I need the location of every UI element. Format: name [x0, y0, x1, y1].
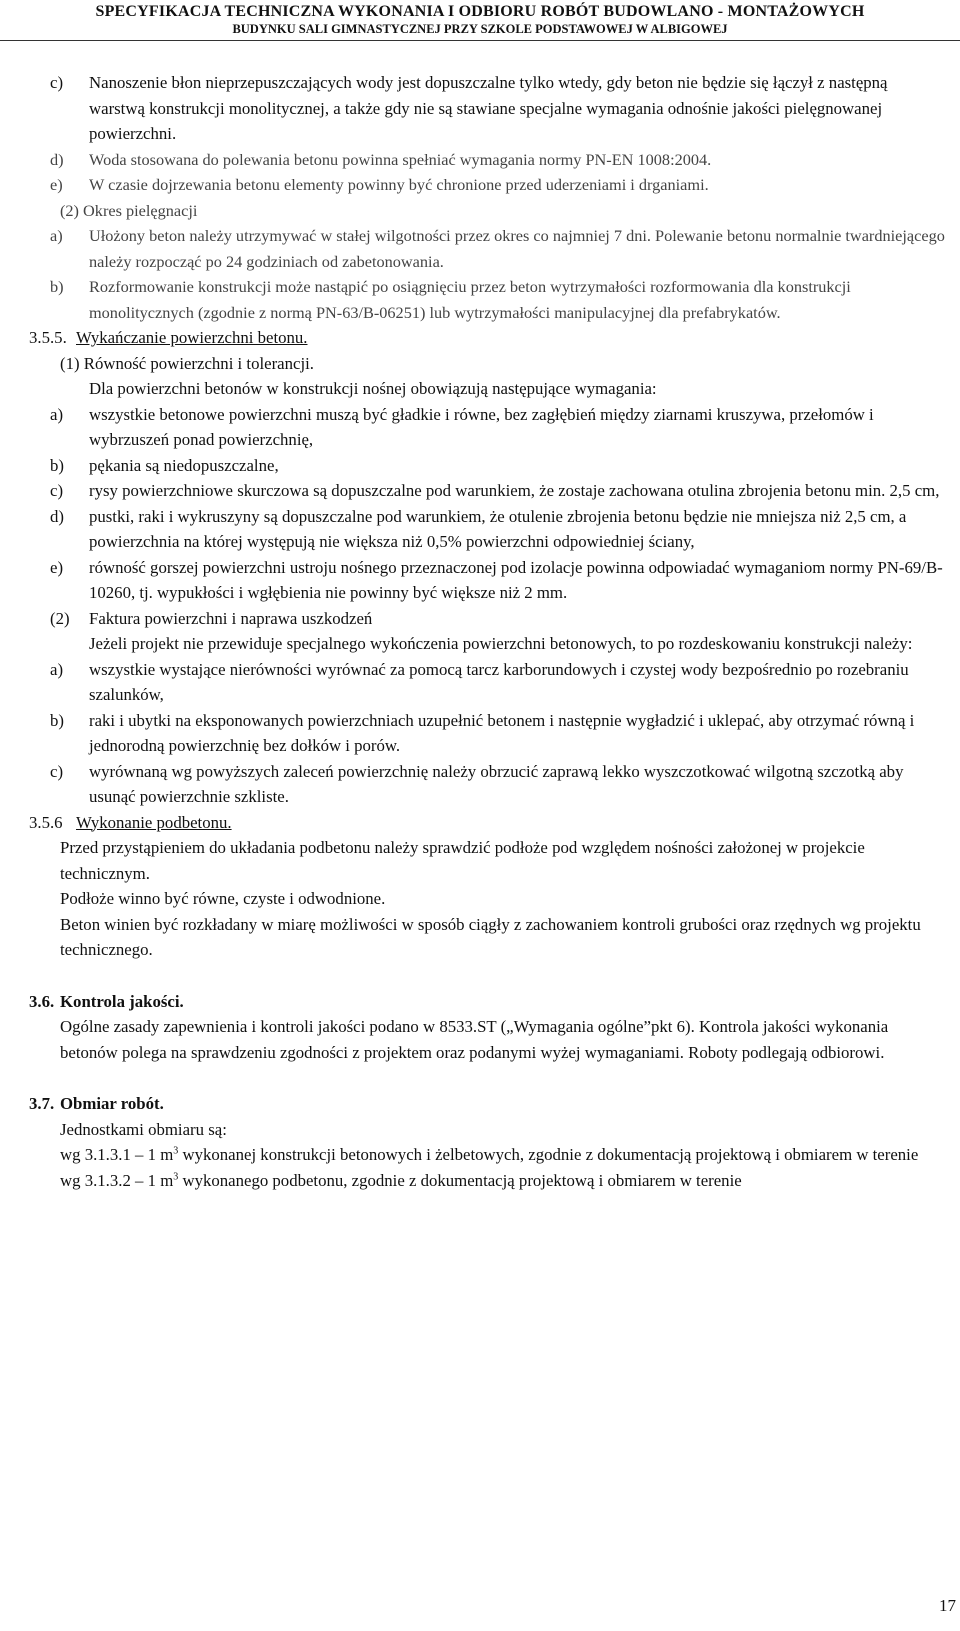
section-number: 3.5.6 — [29, 812, 63, 832]
list-marker: a) — [50, 226, 63, 245]
list-item-c — [29, 759, 947, 810]
subsection-heading-2 — [29, 606, 947, 632]
list-item-e — [29, 172, 947, 198]
list-text: Nanoszenie błon nieprzepuszczających wody jest dopuszczalne tylko wtedy, gdy beton nie będzie się łączył z następną warstwą konstrukcji monolitycznej, a także gdy nie są stawiane specjalne wymagania odnośnie jakości pielęgnowanej powierzchni. — [89, 73, 888, 143]
section-number: 3.6. — [29, 991, 55, 1011]
section-number: 3.7. — [29, 1094, 55, 1113]
paragraph: Podłoże winno być równe, czyste i odwodnione. — [60, 889, 386, 908]
list-text: wszystkie wystające nierówności wyrównać za pomocą tarcz karborundowych i czystej wody bezpośrednio po rozebraniu szalunków, — [89, 659, 909, 704]
list-item-d — [29, 504, 947, 555]
list-marker: b) — [50, 277, 64, 296]
list-item-b — [29, 453, 947, 479]
subsection-heading: (1) Równość powierzchni i tolerancji. — [60, 353, 314, 373]
list-item-b — [29, 274, 947, 325]
list-item-a — [29, 223, 947, 274]
section-heading-37 — [29, 1091, 947, 1117]
measurement-line-2 — [29, 1168, 947, 1194]
list-marker: c) — [50, 761, 64, 781]
list-marker: d) — [50, 506, 64, 526]
list-text: raki i ubytki na eksponowanych powierzchniach uzupełnić betonem i następnie wygładzić i uklepać, aby otrzymać równą i jednorodną powierzchnię bez dołków i porów. — [89, 710, 915, 755]
measurement-text: wykonanego podbetonu, zgodnie z dokumentacją projektową i obmiarem w terenie — [178, 1170, 742, 1190]
list-text: wszystkie betonowe powierzchni muszą być gładkie i równe, bez zagłębień między ziarnami kruszywa, przełomów i wybrzuszeń ponad powierzchnię, — [89, 404, 874, 449]
header-title: SPECYFIKACJA TECHNICZNA WYKONANIA I ODBIORU ROBÓT BUDOWLANO - MONTAŻOWYCH — [95, 3, 865, 20]
measurement-line-1 — [29, 1142, 947, 1168]
list-text: równość gorszej powierzchni ustroju nośnego przeznaczonej pod izolacje powinna odpowiadać wymaganiom normy PN-69/B-10260, tj. wypukłości i wgłębienia nie powinny być większe niż 2 mm. — [89, 557, 943, 602]
measurement-text: wykonanej konstrukcji betonowych i żelbetowych, zgodnie z dokumentacją projektową i obmiarem w terenie — [178, 1145, 919, 1164]
document-body — [29, 70, 947, 1193]
section-title: Wykańczanie powierzchni betonu. — [76, 328, 308, 347]
paragraph: Jednostkami obmiaru są: — [60, 1119, 227, 1139]
list-item-c — [29, 70, 947, 147]
list-item-b — [29, 708, 947, 759]
paragraph: Przed przystąpieniem do układania podbetonu należy sprawdzić podłoże pod względem nośności założonej w projekcie technicznym. — [60, 838, 865, 883]
list-text: W czasie dojrzewania betonu elementy powinny być chronione przed uderzeniami i drganiami. — [89, 175, 709, 194]
list-marker: b) — [50, 710, 64, 730]
list-item-e — [29, 555, 947, 606]
list-marker: d) — [50, 149, 64, 169]
list-text: wyrównaną wg powyższych zaleceń powierzchnię należy obrzucić zaprawą lekko wyszczotkować wilgotną szczotką aby usunąć powierzchnie szkliste. — [89, 761, 904, 806]
header-subtitle: BUDYNKU SALI GIMNASTYCZNEJ PRZY SZKOLE PODSTAWOWEJ W ALBIGOWEJ — [232, 22, 728, 36]
list-text: Ułożony beton należy utrzymywać w stałej wilgotności przez okres co najmniej 7 dni. Polewanie betonu normalnie twardniejącego należy rozpocząć po 24 godziniach od zabetonowania. — [89, 226, 945, 271]
section-number: 3.5.5. — [29, 328, 67, 347]
page-number: 17 — [939, 1596, 956, 1615]
section-heading-356 — [29, 810, 947, 836]
subsection-title: Faktura powierzchni i naprawa uszkodzeń — [89, 608, 373, 628]
section-heading-355 — [29, 325, 947, 351]
list-item-c — [29, 478, 947, 504]
list-marker: c) — [50, 481, 64, 500]
list-item-a — [29, 657, 947, 708]
list-text: Woda stosowana do polewania betonu powinna spełniać wymagania normy PN-EN 1008:2004. — [89, 149, 712, 169]
section-title: Kontrola jakości. — [60, 991, 184, 1011]
list-text: rysy powierzchniowe skurczowa są dopuszczalne pod warunkiem, że zostaje zachowana otulina zbrojenia betonu min. 2,5 cm, — [89, 481, 940, 500]
list-item-d — [29, 147, 947, 173]
list-item-a — [29, 402, 947, 453]
paragraph: Jeżeli projekt nie przewiduje specjalnego wykończenia powierzchni betonowych, to po rozdeskowaniu konstrukcji należy: — [89, 634, 913, 653]
section-title: Obmiar robót. — [60, 1094, 164, 1113]
measurement-text: wg 3.1.3.2 – 1 m — [60, 1170, 174, 1190]
list-marker: c) — [50, 73, 64, 92]
superscript: 3 — [173, 1170, 179, 1182]
list-text: pustki, raki i wykruszyny są dopuszczalne pod warunkiem, że otulenie zbrojenia betonu będzie nie mniejsza niż 2,5 cm, a powierzchnia na której występują nie większa niż 0,5% powierzchni odpowiedniej ściany, — [89, 506, 907, 551]
list-text: pękania są niedopuszczalne, — [89, 455, 279, 475]
list-marker: a) — [50, 404, 64, 424]
header-rule — [0, 40, 960, 41]
list-marker: (2) — [50, 608, 70, 628]
list-marker: e) — [50, 175, 63, 194]
list-marker: a) — [50, 659, 64, 679]
list-marker: b) — [50, 455, 64, 475]
measurement-text: wg 3.1.3.1 – 1 m — [60, 1145, 174, 1164]
section-title: Wykonanie podbetonu. — [76, 812, 232, 832]
list-text: Rozformowanie konstrukcji może nastąpić po osiągnięciu przez beton wytrzymałości rozformowania dla konstrukcji monolitycznych (zgodnie z normą PN-63/B-06251) lub wytrzymałości manipulacyjnej dla prefabrykatów. — [89, 277, 851, 322]
paragraph: Dla powierzchni betonów w konstrukcji nośnej obowiązują następujące wymagania: — [89, 379, 657, 398]
subsection-heading: (2) Okres pielęgnacji — [60, 200, 198, 220]
list-marker: e) — [50, 557, 64, 577]
section-heading-36 — [29, 989, 947, 1015]
paragraph: Beton winien być rozkładany w miarę możliwości w sposób ciągły z zachowaniem kontroli grubości oraz rzędnych wg projektu technicznego. — [60, 914, 921, 959]
superscript: 3 — [173, 1145, 179, 1157]
paragraph: Ogólne zasady zapewnienia i kontroli jakości podano w 8533.ST („Wymagania ogólne”pkt 6). Kontrola jakości wykonania betonów polega na sprawdzeniu zgodności z projektem oraz podanymi wyżej wymaganiami. Roboty podlegają odbiorowi. — [60, 1017, 889, 1062]
